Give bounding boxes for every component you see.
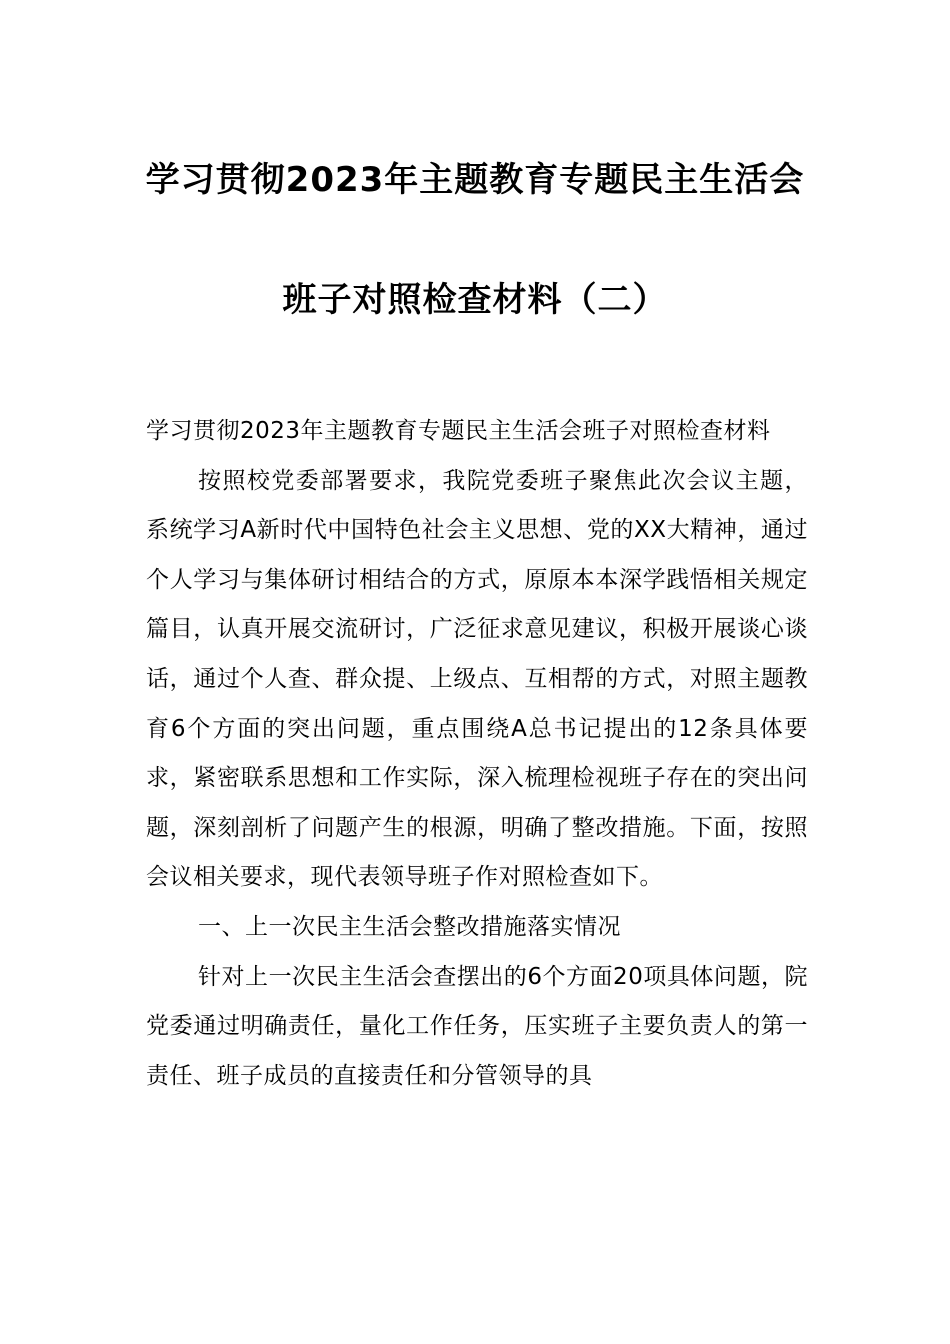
- document-title-line-2: 班子对照检查材料（二）: [282, 280, 668, 320]
- body-paragraph-subtitle: 学习贯彻2023年主题教育专题民主生活会班子对照检查材料: [146, 418, 771, 444]
- body-paragraph-intro: 按照校党委部署要求，我院党委班子聚焦此次会议主题，系统学习A新时代中国特色社会主义思想、党的XX大精神，通过个人学习与集体研讨相结合的方式，原原本本深学践悟相关规定篇目，认真开展交流研讨，广泛征求意见建议，积极开展谈心谈话，通过个人查、群众提、上级点、互相帮的方式，对照主题教育6个方面的突出问题，重点围绕A总书记提出的12条具体要求，紧密联系思想和工作实际，深入梳理检视班子存在的突出问题，深刻剖析了问题产生的根源，明确了整改措施。下面，按照会议相关要求，现代表领导班子作对照检查如下。: [146, 467, 808, 891]
- body-paragraph-section-1: 针对上一次民主生活会查摆出的6个方面20项具体问题，院党委通过明确责任，量化工作任务，压实班子主要负责人的第一责任、班子成员的直接责任和分管领导的具: [146, 963, 808, 1089]
- section-heading-1: 一、上一次民主生活会整改措施落实情况: [198, 913, 621, 940]
- document-body: [146, 407, 808, 1101]
- document-title-line-1: 学习贯彻2023年主题教育专题民主生活会: [145, 160, 805, 200]
